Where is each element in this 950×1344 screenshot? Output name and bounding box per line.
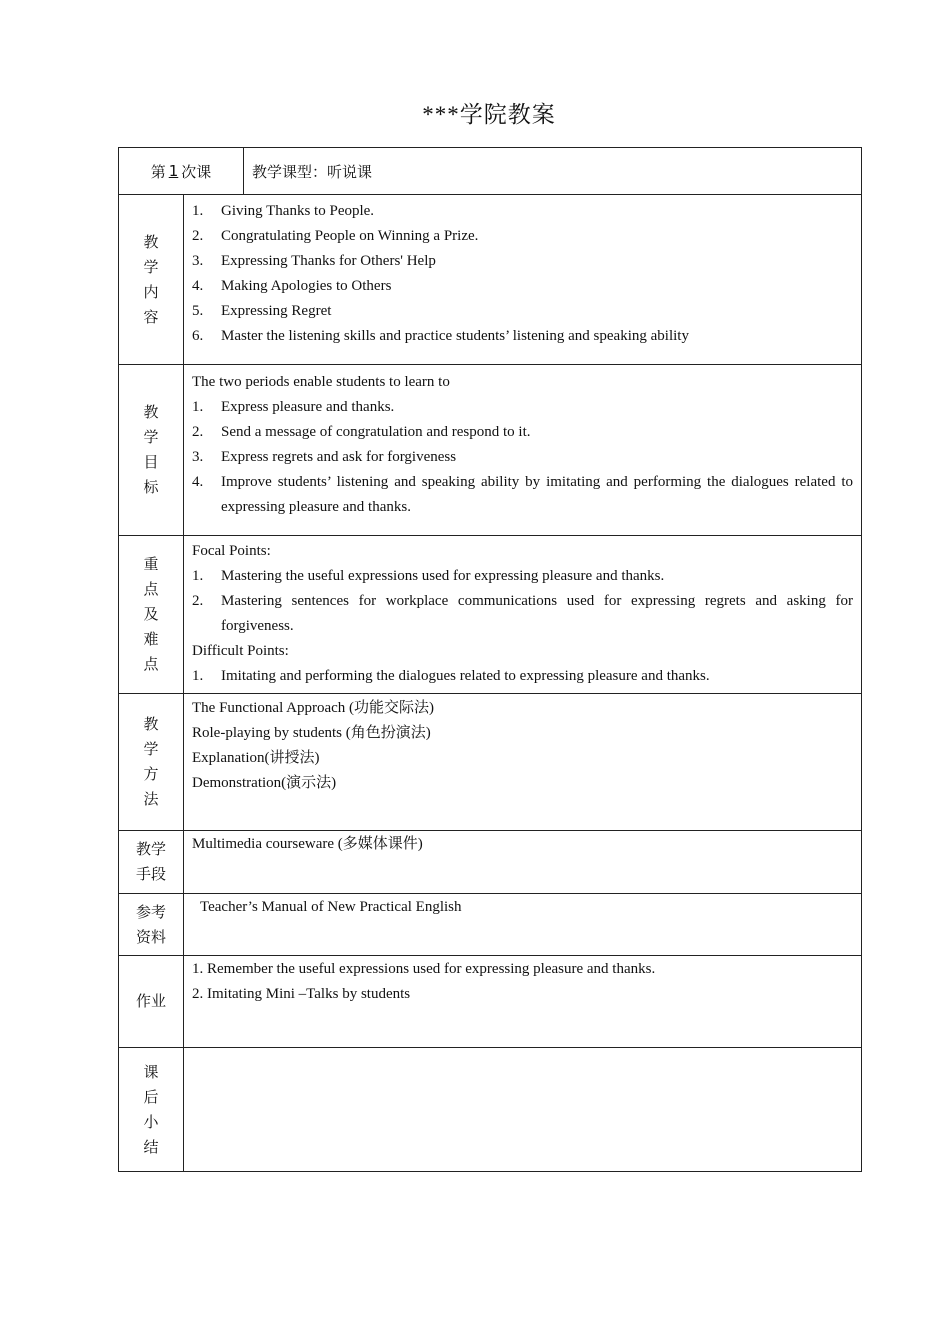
references-text: Teacher’s Manual of New Practical English (200, 899, 462, 915)
list-item: 1. Giving Thanks to People. (192, 203, 375, 219)
lesson-suffix: 次课 (181, 162, 212, 181)
list-item: 1. Imitating and performing the dialogues related to expressing pleasure and thanks. (192, 668, 710, 684)
header-row (119, 148, 861, 194)
means-label: 教学手段 (119, 831, 184, 893)
references-label: 参考资料 (119, 894, 184, 955)
methods-cell (184, 694, 861, 830)
focus-label: 重点及难点 (119, 536, 184, 693)
content-cell (184, 195, 861, 364)
methods-label: 教学方法 (119, 694, 184, 830)
objectives-label: 教学目标 (119, 365, 184, 535)
objectives-intro: The two periods enable students to learn to (192, 374, 450, 390)
focal-heading: Focal Points: (192, 543, 271, 559)
homework-label: 作业 (119, 956, 184, 1047)
homework-line: 2. Imitating Mini –Talks by students (192, 986, 411, 1002)
objectives-row (119, 364, 861, 535)
content-row (119, 194, 861, 364)
method-line: Explanation(讲授法) (192, 750, 320, 766)
means-cell (184, 831, 861, 893)
method-line: Demonstration(演示法) (192, 775, 337, 791)
means-row (119, 830, 861, 893)
list-item: 3. Express regrets and ask for forgiveness (192, 449, 457, 465)
references-row (119, 893, 861, 955)
focus-row (119, 535, 861, 693)
methods-row (119, 693, 861, 830)
list-item: 2. Send a message of congratulation and respond to it. (192, 424, 531, 440)
focus-cell (184, 536, 861, 693)
summary-row (119, 1047, 861, 1171)
method-line: Role-playing by students (角色扮演法) (192, 725, 431, 741)
list-item: 4. Improve students’ listening and speaking ability by imitating and performing the dialogues related to expressing pleasure and thanks. (192, 474, 853, 515)
summary-label: 课后小结 (119, 1048, 184, 1171)
references-cell (184, 894, 861, 955)
homework-cell (184, 956, 861, 1047)
summary-cell (184, 1048, 861, 1171)
means-text: Multimedia courseware (多媒体课件) (192, 836, 423, 852)
homework-row (119, 955, 861, 1047)
list-item: 1. Express pleasure and thanks. (192, 399, 395, 415)
objectives-list (192, 395, 853, 520)
page-title: ***学院教案 (422, 102, 556, 127)
course-type-cell: 教学课型：听说课 (252, 162, 373, 181)
method-line: The Functional Approach (功能交际法) (192, 700, 435, 716)
content-list (192, 199, 853, 349)
lesson-prefix: 第 (150, 162, 166, 181)
list-item: 2. Mastering sentences for workplace communications used for expressing regrets and asking for forgiveness. (192, 593, 853, 634)
list-item: 1. Mastering the useful expressions used for expressing pleasure and thanks. (192, 568, 665, 584)
difficult-list (192, 664, 853, 689)
content-label: 教学内容 (119, 195, 184, 364)
list-item: 4. Making Apologies to Others (192, 278, 392, 294)
list-item: 6. Master the listening skills and practice students’ listening and speaking ability (192, 328, 689, 344)
difficult-heading: Difficult Points: (192, 643, 289, 659)
focal-list (192, 564, 853, 639)
objectives-cell (184, 365, 861, 535)
list-item: 5. Expressing Regret (192, 303, 332, 319)
list-item: 2. Congratulating People on Winning a Prize. (192, 228, 479, 244)
list-item: 3. Expressing Thanks for Others' Help (192, 253, 436, 269)
homework-line: 1. Remember the useful expressions used for expressing pleasure and thanks. (192, 961, 656, 977)
lesson-number-cell (119, 148, 244, 194)
lesson-number: 1 (168, 162, 179, 180)
lesson-plan-table (118, 147, 862, 1172)
